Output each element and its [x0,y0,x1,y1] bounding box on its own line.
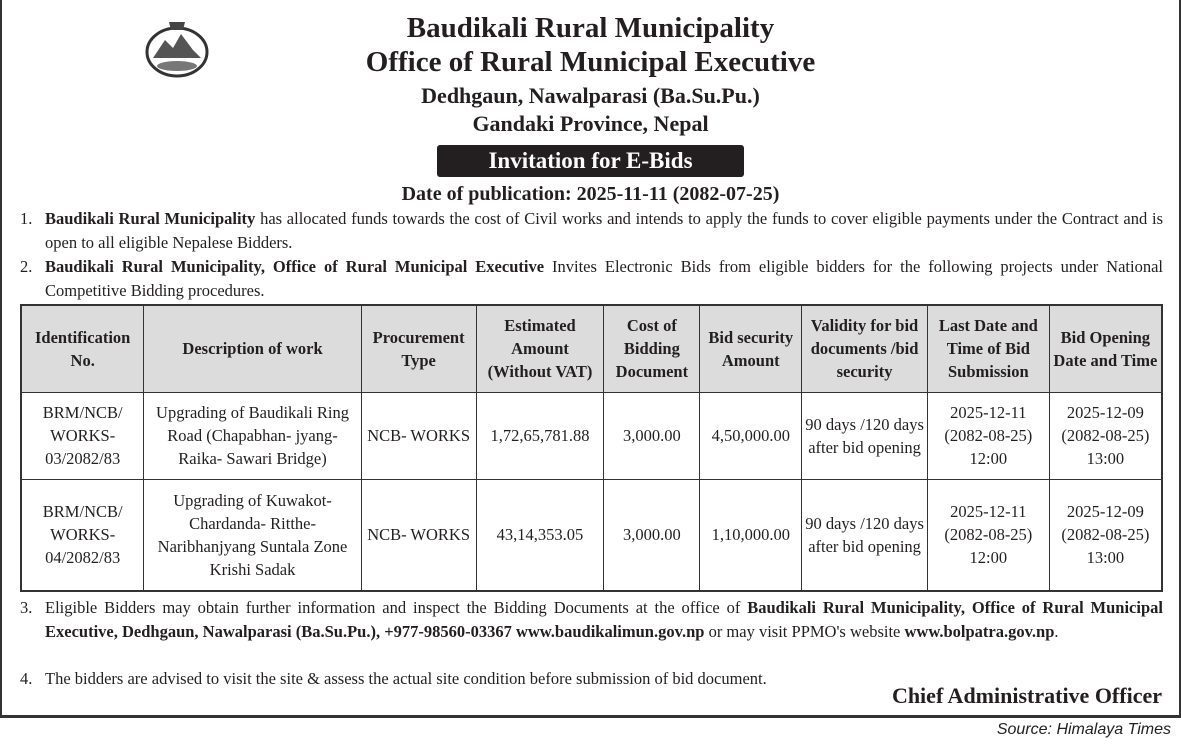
table-cell: 90 days /120 days after bid opening [802,479,928,591]
paragraph-text: The bidders are advised to visit the site & assess the actual site condition before submission of bid document. [45,669,767,688]
table-cell: Upgrading of Kuwakot- Chardanda- Ritthe- Naribhanjyang Suntala Zone Krishi Sadak [144,479,361,591]
item-number: 4. [20,669,33,688]
header-cell: Bid Opening Date and Time [1049,305,1162,392]
table-cell: 1,72,65,781.88 [476,392,604,479]
table-cell: 90 days /120 days after bid opening [802,392,928,479]
ppmo-website-link[interactable]: www.bolpatra.gov.np [904,622,1055,641]
header-cell: Cost of Bidding Document [604,305,700,392]
table-cell: 1,10,000.00 [700,479,802,591]
paragraph-text: Invites Electronic Bids from eligible bidders for the following projects under National Competitive Bidding procedures. [45,257,1163,300]
item-number: 3. [20,598,33,617]
table-cell: 2025-12-09 (2082-08-25) 13:00 [1049,479,1162,591]
table-cell: NCB- WORKS [361,479,476,591]
paragraph-2 [20,255,1163,303]
projects-table [20,304,1163,592]
bold-text: Baudikali Rural Municipality, Office of Rural Municipal Executive [45,257,545,276]
province-line: Gandaki Province, Nepal [472,111,709,136]
paragraph-text: has allocated funds towards the cost of Civil works and intends to apply the funds to cover eligible payments under the Contract and is open to all eligible Nepalese Bidders. [45,209,1164,252]
paragraph-text: or may visit PPMO's website [704,622,905,641]
office-name: Office of Rural Municipal Executive [365,46,816,78]
table-cell: 2025-12-11 (2082-08-25) 12:00 [927,479,1049,591]
table-cell: 3,000.00 [604,479,700,591]
notice-title-badge: Invitation for E-Bids [437,145,744,177]
table-row [21,392,1162,479]
header-cell: Bid security Amount [700,305,802,392]
table-cell: 2025-12-11 (2082-08-25) 12:00 [927,392,1049,479]
signatory: Chief Administrative Officer [891,683,1162,708]
header-cell: Last Date and Time of Bid Submission [927,305,1049,392]
table-cell: NCB- WORKS [361,392,476,479]
table-header-row [21,305,1162,392]
item-number: 2. [20,257,33,276]
header-cell: Description of work [144,305,361,392]
header-cell: Estimated Amount (Without VAT) [476,305,604,392]
paragraph-text: Eligible Bidders may obtain further information and inspect the Bidding Documents at the office of [45,598,748,617]
table-cell: BRM/NCB/ WORKS- 04/2082/83 [21,479,144,591]
table-cell: 4,50,000.00 [700,392,802,479]
table-cell: 3,000.00 [604,392,700,479]
source-credit: Source: Himalaya Times [996,721,1171,738]
municipality-name: Baudikali Rural Municipality [406,12,775,44]
table-row [21,479,1162,591]
table-cell: Upgrading of Baudikali Ring Road (Chapabhan- jyang-Raika- Sawari Bridge) [144,392,361,479]
bold-text: Baudikali Rural Municipality [45,209,256,228]
paragraph-1 [20,207,1163,255]
header-cell: Identification No. [21,305,144,392]
paragraph-3 [20,596,1163,644]
item-number: 1. [20,209,33,228]
table-cell: BRM/NCB/ WORKS- 03/2082/83 [21,392,144,479]
paragraph-text: . [1054,622,1059,641]
header-cell: Validity for bid documents /bid security [802,305,928,392]
contact-details: Baudikali Rural Municipality, Office of Rural Municipal Executive, Dedhgaun, Nawalparasi (Ba.Su.Pu.), +977-98560-03367 www.baudikalimun.gov.np [45,598,1163,641]
paragraph-4 [20,667,920,691]
address-line: Dedhgaun, Nawalparasi (Ba.Su.Pu.) [421,83,760,108]
table-cell: 2025-12-09 (2082-08-25) 13:00 [1049,392,1162,479]
publication-date: Date of publication: 2025-11-11 (2082-07-25) [401,183,780,205]
table-cell: 43,14,353.05 [476,479,604,591]
header-cell: Procurement Type [361,305,476,392]
